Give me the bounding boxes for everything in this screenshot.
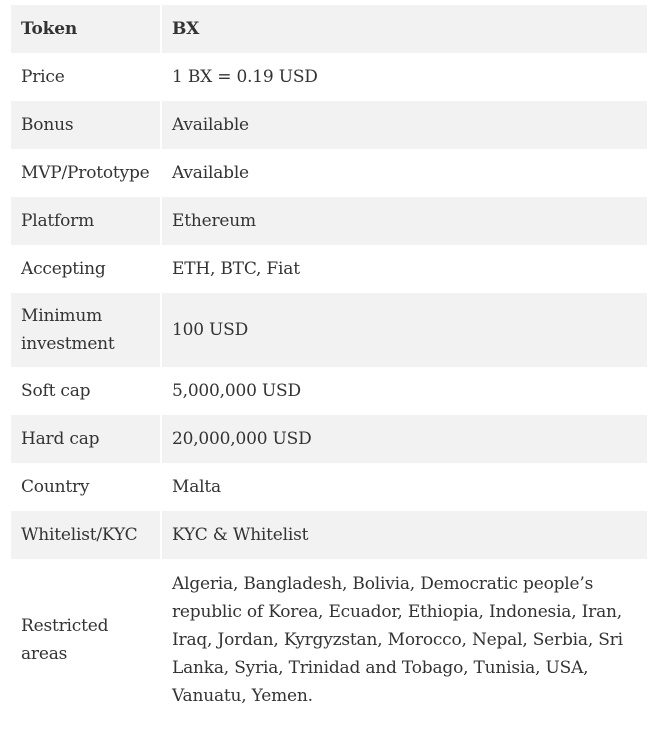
table-row-whitelist-kyc	[11, 511, 647, 559]
header-key-cell: Token	[11, 5, 162, 53]
row-key-platform: Platform	[11, 197, 162, 245]
row-key-bonus: Bonus	[11, 101, 162, 149]
row-value-restricted-areas: Algeria, Bangladesh, Bolivia, Democratic people’s republic of Korea, Ecuador, Ethiopia, Indonesia, Iran, Iraq, Jordan, Kyrgyzstan, Morocco, Nepal, Serbia, Sri Lanka, Syria, Trinidad and Tobago, Tunisia, USA, Vanuatu, Yemen.	[162, 559, 647, 721]
row-key-country: Country	[11, 463, 162, 511]
table-row-bonus	[11, 101, 647, 149]
table-row-minimum-investment	[11, 293, 647, 367]
table-row-accepting	[11, 245, 647, 293]
row-key-price: Price	[11, 53, 162, 101]
row-key-soft-cap: Soft cap	[11, 367, 162, 415]
row-value-price: 1 BX = 0.19 USD	[162, 53, 647, 101]
table-row-hard-cap	[11, 415, 647, 463]
token-details-table	[11, 5, 647, 721]
table-row-platform	[11, 197, 647, 245]
row-value-hard-cap: 20,000,000 USD	[162, 415, 647, 463]
table-row-soft-cap	[11, 367, 647, 415]
row-value-accepting: ETH, BTC, Fiat	[162, 245, 647, 293]
row-value-soft-cap: 5,000,000 USD	[162, 367, 647, 415]
table-row-country	[11, 463, 647, 511]
table-row-restricted-areas	[11, 559, 647, 721]
table-row-price	[11, 53, 647, 101]
row-key-accepting: Accepting	[11, 245, 162, 293]
table-header-row	[11, 5, 647, 53]
row-key-whitelist-kyc: Whitelist/KYC	[11, 511, 162, 559]
row-key-hard-cap: Hard cap	[11, 415, 162, 463]
table-row-mvp	[11, 149, 647, 197]
row-value-minimum-investment: 100 USD	[162, 293, 647, 367]
row-value-bonus: Available	[162, 101, 647, 149]
row-value-platform: Ethereum	[162, 197, 647, 245]
row-key-restricted-areas: Restricted areas	[11, 559, 162, 721]
row-value-country: Malta	[162, 463, 647, 511]
header-value-cell: BX	[162, 5, 647, 53]
row-value-mvp: Available	[162, 149, 647, 197]
row-key-minimum-investment: Minimum investment	[11, 293, 162, 367]
row-key-mvp: MVP/Prototype	[11, 149, 162, 197]
row-value-whitelist-kyc: KYC & Whitelist	[162, 511, 647, 559]
